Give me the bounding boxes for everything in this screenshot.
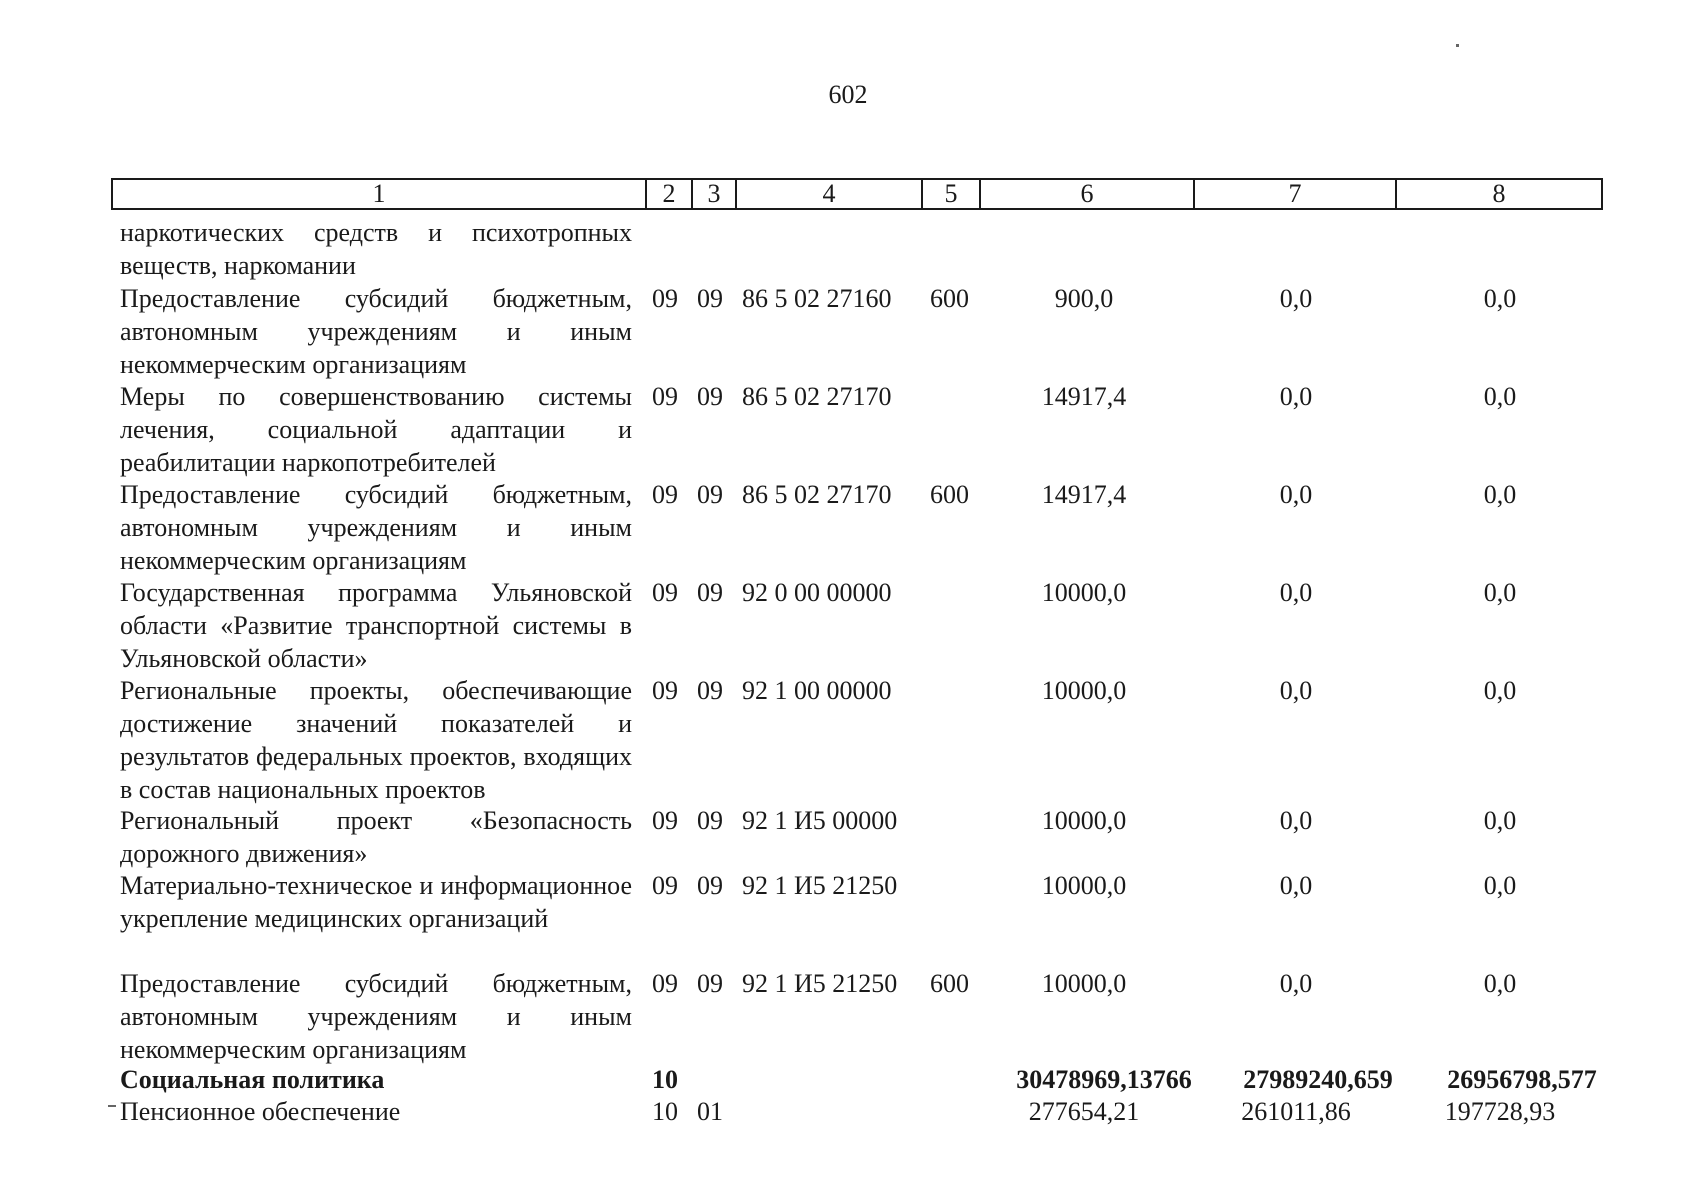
cell-c6: 900,0 xyxy=(1054,284,1114,313)
header-col-7: 7 xyxy=(1193,180,1395,208)
cell-c2: 09 xyxy=(652,676,678,705)
cell-c2: 09 xyxy=(652,480,678,509)
cell-c4: 92 1 И5 00000 xyxy=(742,806,898,835)
cell-c3: 09 xyxy=(697,871,723,900)
cell-c3: 09 xyxy=(697,480,723,509)
cell-c5: 600 xyxy=(930,969,969,998)
cell-c4: 92 1 И5 21250 xyxy=(742,871,898,900)
cell-c3: 09 xyxy=(697,806,723,835)
header-col-1: 1 xyxy=(372,179,386,208)
header-col-3: 3 xyxy=(691,180,735,208)
cell-c8: 197728,93 xyxy=(1444,1097,1556,1126)
cell-c5: 600 xyxy=(930,284,969,313)
cell-c7: 0,0 xyxy=(1279,969,1313,998)
cell-c7: 261011,86 xyxy=(1241,1097,1351,1126)
cell-c6: 10000,0 xyxy=(1041,676,1127,705)
cell-c4: 92 0 00 00000 xyxy=(742,578,892,607)
cell-c8: 0,0 xyxy=(1483,480,1517,509)
cell-c8: 0,0 xyxy=(1483,806,1517,835)
row-name: Меры по совершенствованию системы лечения, социальной адаптации и реабилитации наркопотребителей xyxy=(120,382,632,477)
cell-c8: 0,0 xyxy=(1483,969,1517,998)
cell-c8: 0,0 xyxy=(1483,676,1517,705)
cell-c3: 09 xyxy=(697,284,723,313)
cell-c2: 10 xyxy=(652,1065,678,1094)
cell-c2: 09 xyxy=(652,969,678,998)
header-col-4: 4 xyxy=(735,180,921,208)
cell-c3: 09 xyxy=(697,969,723,998)
row-name: Региональный проект «Безопасность дорожного движения» xyxy=(120,806,632,868)
cell-c8: 26956798,577 xyxy=(1447,1065,1597,1094)
cell-c8: 0,0 xyxy=(1483,578,1517,607)
cell-c4: 86 5 02 27170 xyxy=(742,480,892,509)
cell-c6: 14917,4 xyxy=(1041,382,1127,411)
cell-c6: 10000,0 xyxy=(1041,578,1127,607)
cell-c7: 27989240,659 xyxy=(1243,1065,1393,1094)
cell-c6: 30478969,13766 xyxy=(1016,1065,1192,1094)
cell-c3: 09 xyxy=(697,676,723,705)
row-name: Предоставление субсидий бюджетным, автономным учреждениям и иным некоммерческим организациям xyxy=(120,480,632,575)
row-name: Материально-техническое и информационное укрепление медицинских организаций xyxy=(120,871,632,933)
cell-c2: 09 xyxy=(652,284,678,313)
cell-c7: 0,0 xyxy=(1279,578,1313,607)
header-col-8: 8 xyxy=(1395,180,1601,208)
cell-c3: 01 xyxy=(697,1097,723,1126)
cell-c7: 0,0 xyxy=(1279,676,1313,705)
cell-c7: 0,0 xyxy=(1279,480,1313,509)
row-name: Социальная политика xyxy=(120,1065,385,1094)
cell-c6: 14917,4 xyxy=(1041,480,1127,509)
page-number: 602 xyxy=(828,80,868,109)
row-name: Предоставление субсидий бюджетным, автономным учреждениям и иным некоммерческим организациям xyxy=(120,284,632,379)
scan-speck xyxy=(1456,44,1459,47)
cell-c3: 09 xyxy=(697,578,723,607)
cell-c4: 86 5 02 27160 xyxy=(742,284,892,313)
cell-c6: 10000,0 xyxy=(1041,871,1127,900)
cell-c6: 10000,0 xyxy=(1041,969,1127,998)
cell-c4: 92 1 И5 21250 xyxy=(742,969,898,998)
cell-c3: 09 xyxy=(697,382,723,411)
cell-c8: 0,0 xyxy=(1483,284,1517,313)
cell-c6: 10000,0 xyxy=(1041,806,1127,835)
cell-c8: 0,0 xyxy=(1483,871,1517,900)
cell-c4: 92 1 00 00000 xyxy=(742,676,892,705)
table-header xyxy=(111,178,1603,210)
cell-c5: 600 xyxy=(930,480,969,509)
header-col-2: 2 xyxy=(645,180,691,208)
row-name: Пенсионное обеспечение xyxy=(120,1097,401,1126)
cell-c7: 0,0 xyxy=(1279,382,1313,411)
cell-c2: 09 xyxy=(652,578,678,607)
scan-speck xyxy=(108,1105,116,1107)
cell-c2: 10 xyxy=(652,1097,678,1126)
cell-c6: 277654,21 xyxy=(1028,1097,1140,1126)
cell-c2: 09 xyxy=(652,382,678,411)
cell-c2: 09 xyxy=(652,806,678,835)
cell-c7: 0,0 xyxy=(1279,284,1313,313)
row-name: Предоставление субсидий бюджетным, автономным учреждениям и иным некоммерческим организациям xyxy=(120,969,632,1064)
row-name: Региональные проекты, обеспечивающие достижение значений показателей и результатов федеральных проектов, входящих в состав национальных проектов xyxy=(120,676,632,804)
row-name: Государственная программа Ульяновской области «Развитие транспортной системы в Ульяновской области» xyxy=(120,578,632,673)
cell-c8: 0,0 xyxy=(1483,382,1517,411)
header-col-6: 6 xyxy=(979,180,1193,208)
header-col-5: 5 xyxy=(921,180,979,208)
cell-c7: 0,0 xyxy=(1279,871,1313,900)
row-name: наркотических средств и психотропных веществ, наркомании xyxy=(120,218,632,280)
cell-c7: 0,0 xyxy=(1279,806,1313,835)
cell-c2: 09 xyxy=(652,871,678,900)
cell-c4: 86 5 02 27170 xyxy=(742,382,892,411)
